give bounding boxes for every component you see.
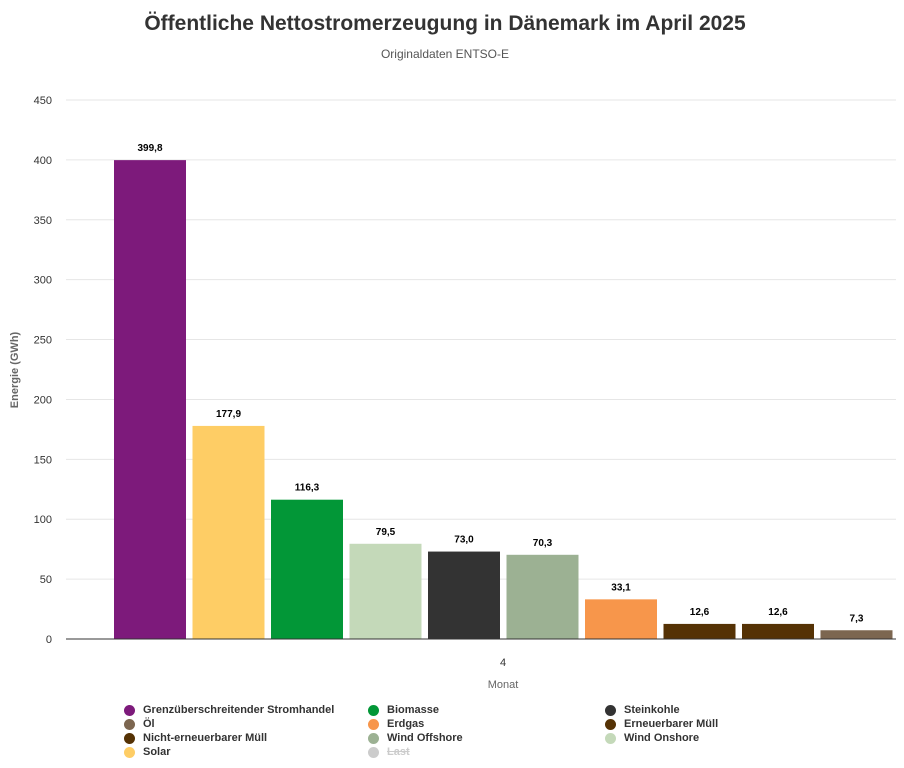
- legend-marker-icon: [124, 733, 135, 744]
- data-label: 79,5: [375, 526, 396, 538]
- bar-erneuerbarer-m-ll[interactable]: [742, 624, 814, 639]
- legend-item[interactable]: [605, 703, 865, 717]
- legend-marker-icon: [368, 705, 379, 716]
- chart-title: Öffentliche Nettostromerzeugung in Dänemark im April 2025: [144, 12, 746, 35]
- legend-item[interactable]: [124, 745, 368, 759]
- y-tick-label: 250: [33, 334, 52, 347]
- legend-marker-icon: [605, 733, 616, 744]
- legend-label: Steinkohle: [624, 704, 680, 716]
- bar-erdgas[interactable]: [585, 599, 657, 639]
- data-label: 12,6: [768, 606, 788, 618]
- data-label: 73,0: [454, 534, 474, 546]
- legend: [124, 703, 884, 759]
- gridlines: [66, 100, 896, 579]
- bar-steinkohle[interactable]: [428, 552, 500, 639]
- data-label: 116,3: [294, 482, 320, 494]
- legend-marker-icon: [368, 747, 379, 758]
- data-label: 33,1: [611, 582, 631, 594]
- legend-label: Last: [387, 746, 410, 758]
- y-tick-label: 200: [33, 394, 52, 407]
- y-tick-label: 0: [45, 634, 52, 646]
- legend-label: Erneuerbarer Müll: [624, 718, 719, 730]
- bar-nicht-erneuerbarer-m-ll[interactable]: [664, 624, 736, 639]
- data-label: 12,6: [689, 606, 710, 618]
- y-tick-label: 450: [33, 95, 52, 107]
- legend-label: Biomasse: [387, 704, 439, 716]
- x-tick-label: 4: [499, 657, 507, 669]
- data-label: 70,3: [532, 537, 553, 549]
- y-tick-label: 400: [33, 154, 52, 167]
- legend-item[interactable]: [368, 717, 605, 731]
- legend-marker-icon: [368, 733, 379, 744]
- chart-subtitle: Originaldaten ENTSO-E: [380, 47, 510, 61]
- legend-label: Öl: [143, 718, 155, 730]
- legend-item[interactable]: [124, 731, 368, 745]
- legend-marker-icon: [605, 719, 616, 730]
- legend-label: Wind Onshore: [624, 732, 700, 744]
- legend-label: Grenzüberschreitender Stromhandel: [143, 704, 335, 716]
- y-tick-label: 100: [33, 514, 52, 527]
- data-label: 399,8: [137, 143, 163, 155]
- legend-marker-icon: [124, 747, 135, 758]
- data-label: 7,3: [849, 613, 864, 625]
- legend-marker-icon: [124, 719, 135, 730]
- data-label: 177,9: [215, 408, 242, 420]
- legend-item[interactable]: [368, 745, 605, 759]
- legend-marker-icon: [368, 719, 379, 730]
- legend-item[interactable]: [368, 703, 605, 717]
- legend-item[interactable]: [124, 717, 368, 731]
- x-axis-title: Monat: [487, 679, 519, 691]
- legend-label: Erdgas: [387, 718, 425, 730]
- legend-marker-icon: [605, 705, 616, 716]
- bar-wind-offshore[interactable]: [507, 555, 579, 639]
- y-tick-label: 150: [33, 454, 52, 467]
- y-axis-title: Energie (GWh): [9, 331, 21, 409]
- legend-item[interactable]: [605, 731, 865, 745]
- bar--l[interactable]: [821, 630, 893, 639]
- bar-biomasse[interactable]: [271, 500, 343, 639]
- legend-item[interactable]: [368, 731, 605, 745]
- bar-wind-onshore[interactable]: [350, 544, 422, 639]
- y-axis-ticks: [34, 95, 52, 646]
- legend-label: Nicht-erneuerbarer Müll: [143, 732, 268, 744]
- legend-label: Solar: [143, 746, 171, 758]
- bar-grenz-berschreitender-stromhandel[interactable]: [114, 160, 186, 639]
- legend-item[interactable]: [124, 703, 368, 717]
- y-tick-label: 350: [33, 214, 52, 227]
- legend-label: Wind Offshore: [387, 732, 463, 744]
- y-tick-label: 300: [33, 274, 52, 287]
- y-tick-label: 50: [39, 574, 52, 587]
- legend-item[interactable]: [605, 717, 865, 731]
- bar-solar[interactable]: [193, 426, 265, 639]
- legend-marker-icon: [124, 705, 135, 716]
